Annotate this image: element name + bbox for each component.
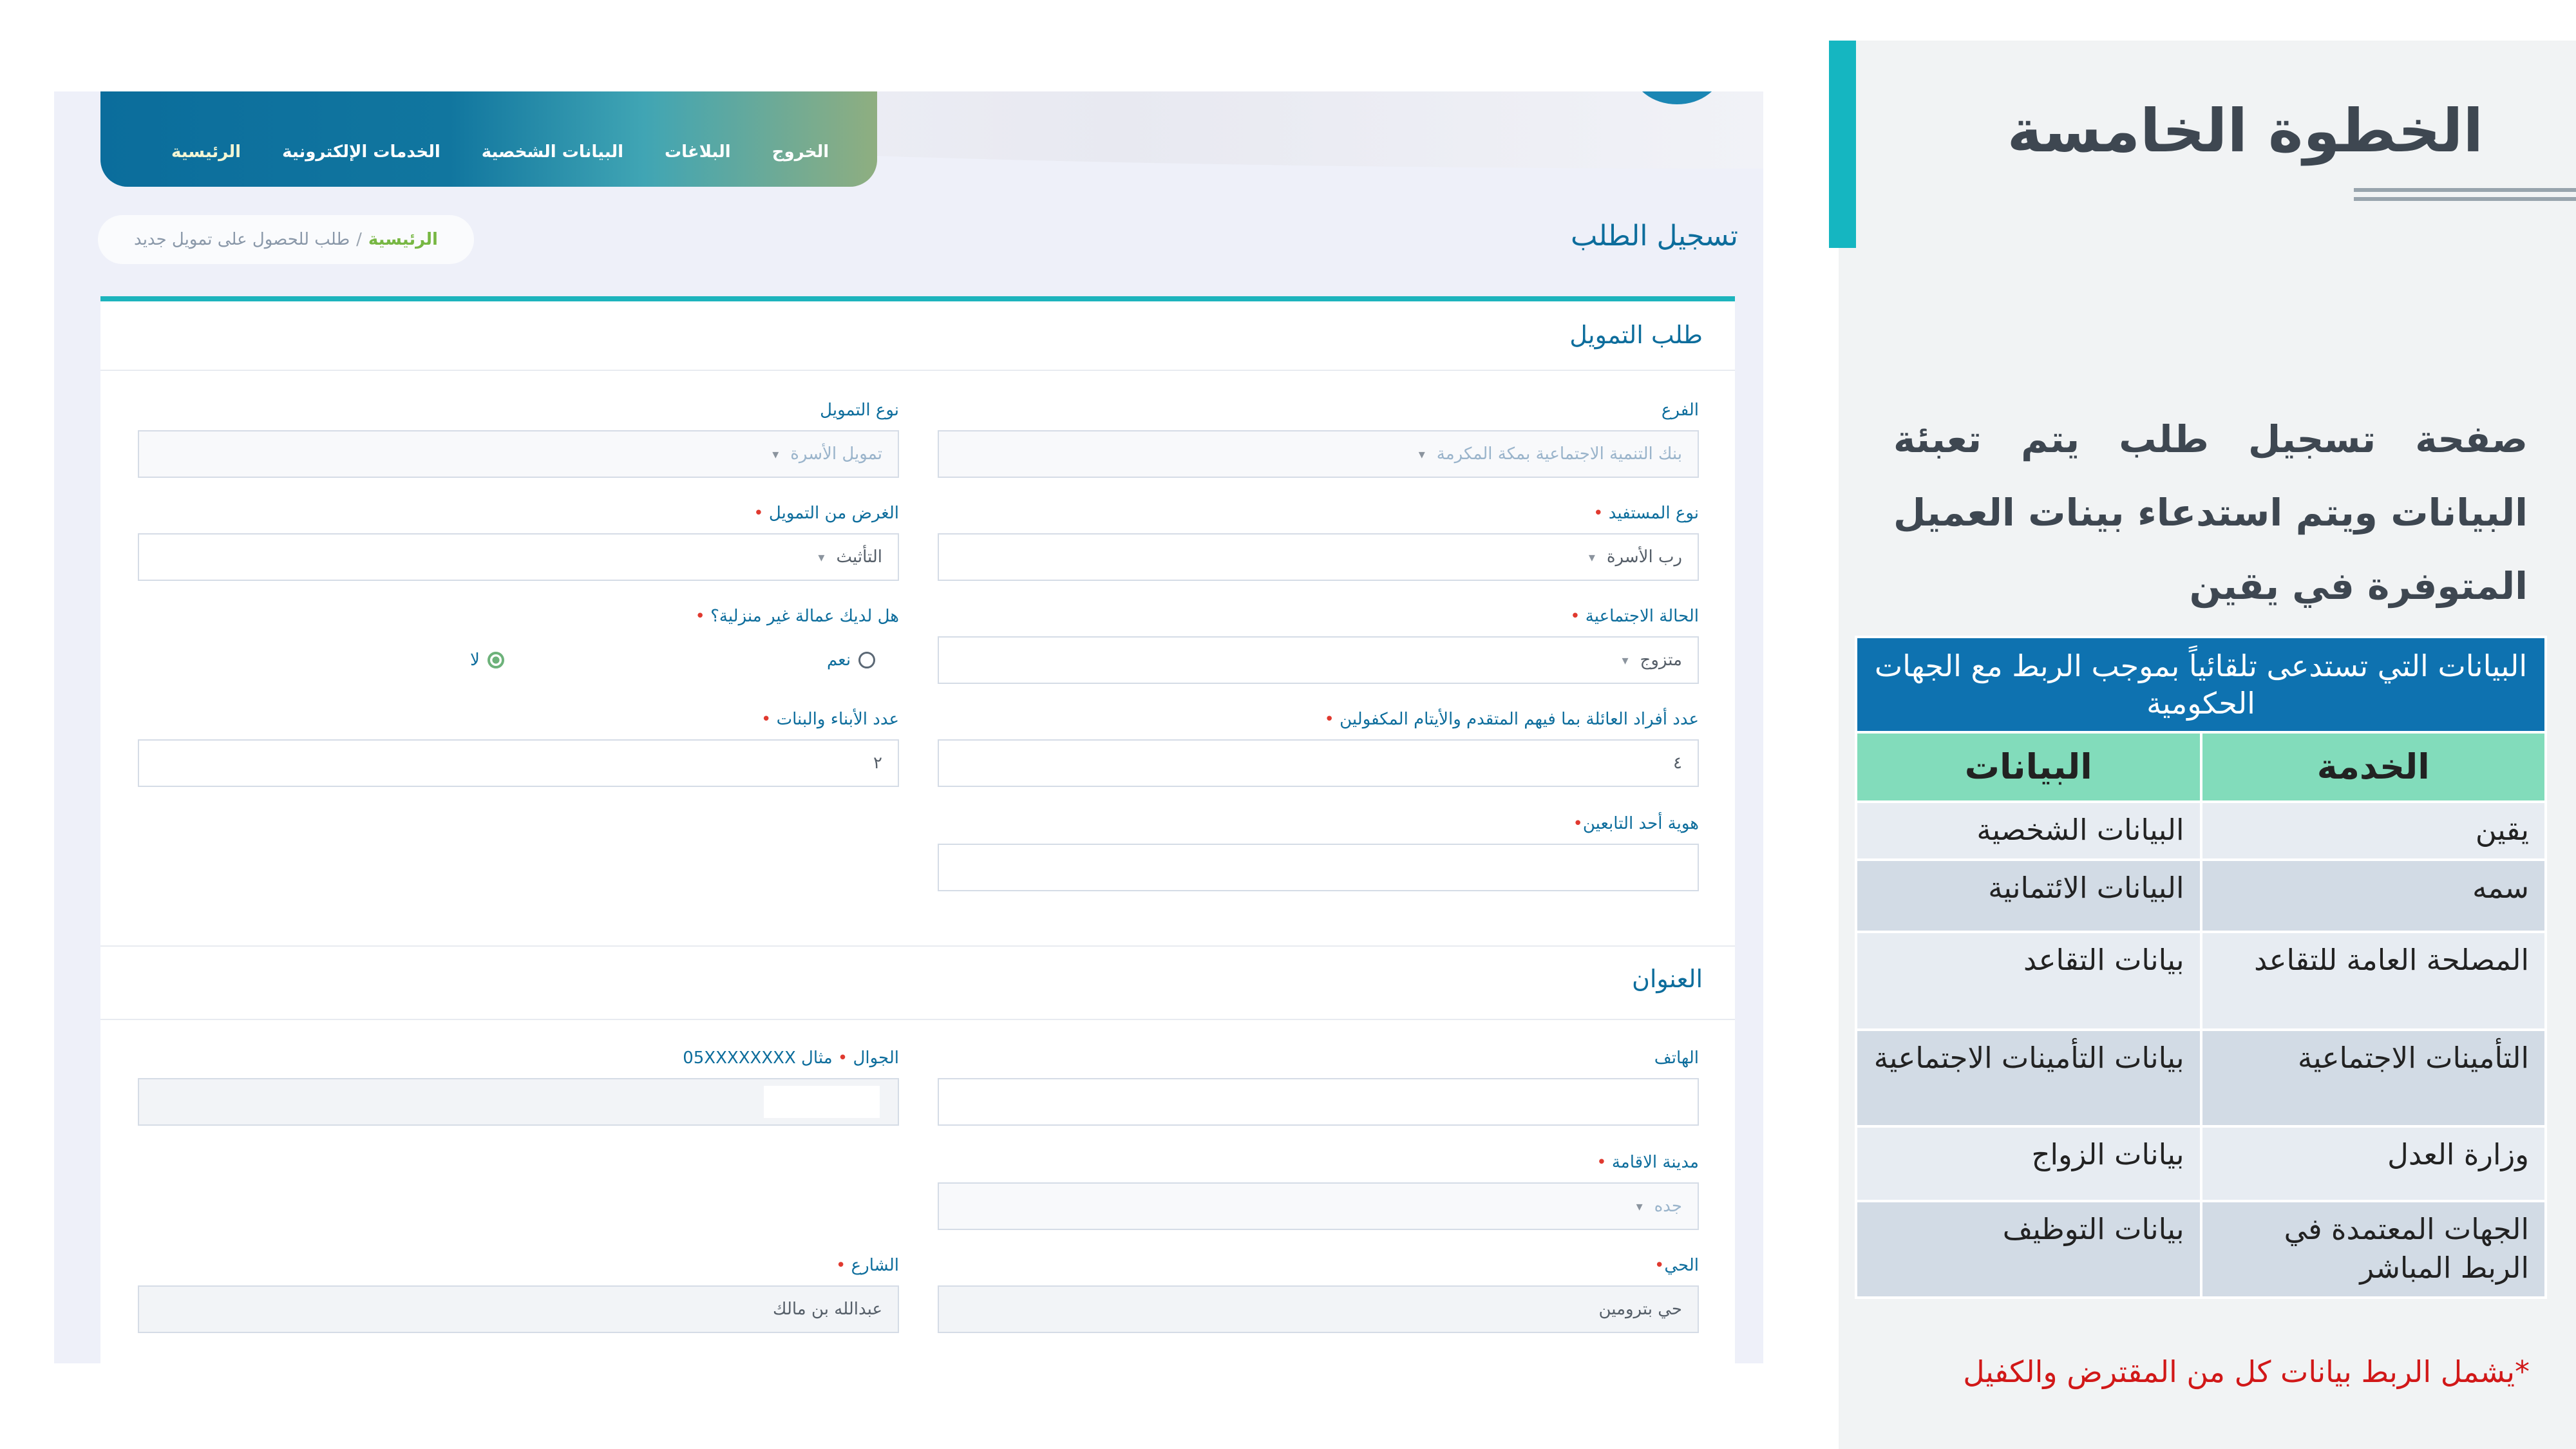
divider	[100, 1019, 1735, 1020]
radio-no-circle[interactable]	[488, 652, 504, 668]
panel-accent-bar	[1829, 41, 1856, 248]
breadcrumb-current: طلب للحصول على تمويل جديد	[134, 230, 350, 249]
table-cell-service: التأمينات الاجتماعية	[2201, 1030, 2546, 1126]
radio-no-label: لا	[470, 650, 480, 670]
radio-yes-circle[interactable]	[858, 652, 875, 668]
table-cell-data: البيانات الشخصية	[1856, 802, 2201, 860]
radio-no[interactable]	[470, 650, 504, 670]
table-cell-data: البيانات الائتمانية	[1856, 860, 2201, 932]
nav-e-services[interactable]: الخدمات الإلكترونية	[282, 142, 440, 162]
label-children: عدد الأبناء والبنات •	[761, 710, 899, 729]
family-members-value: ٤	[1673, 753, 1682, 773]
table-row	[1856, 1030, 2546, 1126]
step-description: صفحة تسجيل طلب يتم تعبئة البيانات ويتم استدعاء بينات العميل المتوفرة في يقين	[1893, 417, 2528, 608]
finance-type-select	[138, 430, 899, 478]
nav-personal-data[interactable]: البيانات الشخصية	[481, 142, 624, 162]
label-domestic-worker: هل لديك عمالة غير منزلية؟ •	[695, 607, 899, 626]
street-input[interactable]	[138, 1285, 899, 1333]
label-marital-status: الحالة الاجتماعية •	[1570, 607, 1699, 626]
beneficiary-type-select[interactable]	[938, 533, 1699, 581]
district-value: حي بترومين	[1598, 1300, 1682, 1319]
main-nav	[100, 91, 877, 187]
chevron-down-icon: ▾	[1636, 1198, 1643, 1214]
label-district: الحي•	[1654, 1256, 1699, 1275]
nav-home[interactable]: الرئيسية	[171, 142, 242, 162]
family-members-input[interactable]	[938, 739, 1699, 787]
children-value: ٢	[873, 753, 882, 773]
divider	[100, 370, 1735, 371]
title-underline	[2354, 188, 2576, 206]
dependent-id-input[interactable]	[938, 844, 1699, 891]
table-row	[1856, 1126, 2546, 1201]
label-purpose: الغرض من التمويل •	[753, 504, 899, 523]
table-header-data: البيانات	[1856, 732, 2201, 802]
table-caption: البيانات التي تستدعى تلقائياً بموجب الربط مع الجهات الحكومية	[1856, 637, 2546, 732]
section-title-financing: طلب التمويل	[1569, 321, 1703, 349]
city-select	[938, 1182, 1699, 1230]
nav-logout[interactable]: الخروج	[772, 142, 829, 162]
children-input[interactable]	[138, 739, 899, 787]
table-row	[1856, 1201, 2546, 1298]
chevron-down-icon: ▾	[1418, 446, 1425, 462]
purpose-value: التأثيث	[836, 547, 882, 567]
finance-type-value: تمويل الأسرة	[790, 444, 882, 464]
table-row	[1856, 932, 2546, 1030]
radio-yes[interactable]	[827, 650, 875, 670]
branch-select	[938, 430, 1699, 478]
beneficiary-type-value: رب الأسرة	[1606, 547, 1682, 567]
table-row	[1856, 802, 2546, 860]
divider	[100, 945, 1735, 947]
linked-data-table	[1855, 636, 2547, 1299]
purpose-select[interactable]	[138, 533, 899, 581]
linking-note: *يشمل الربط بيانات كل من المقترض والكفيل	[1963, 1354, 2530, 1389]
table-cell-data: بيانات التقاعد	[1856, 932, 2201, 1030]
label-branch: الفرع	[1661, 401, 1699, 420]
marital-status-select[interactable]	[938, 636, 1699, 684]
table-cell-service: سمه	[2201, 860, 2546, 932]
breadcrumb-home[interactable]: الرئيسية	[368, 230, 438, 249]
label-beneficiary-type: نوع المستفيد •	[1593, 504, 1699, 523]
table-cell-service: المصلحة العامة للتقاعد	[2201, 932, 2546, 1030]
table-cell-service: وزارة العدل	[2201, 1126, 2546, 1201]
label-finance-type: نوع التمويل	[820, 401, 899, 420]
table-cell-data: بيانات التوظيف	[1856, 1201, 2201, 1298]
city-value: جده	[1654, 1197, 1682, 1216]
chevron-down-icon: ▾	[772, 446, 779, 462]
street-value: عبدالله بن مالك	[773, 1300, 882, 1319]
label-phone: الهاتف	[1654, 1048, 1699, 1068]
app-screenshot	[54, 91, 1763, 1363]
nav-reports[interactable]: البلاغات	[665, 142, 731, 162]
table-header-service: الخدمة	[2201, 732, 2546, 802]
marital-status-value: متزوج	[1640, 650, 1682, 670]
branch-value: بنك التنمية الاجتماعية بمكة المكرمة	[1436, 444, 1682, 464]
district-input[interactable]	[938, 1285, 1699, 1333]
radio-yes-label: نعم	[827, 650, 851, 670]
form-card	[100, 296, 1735, 1363]
label-street: الشارع •	[836, 1256, 899, 1275]
label-city: مدينة الاقامة •	[1596, 1153, 1699, 1172]
table-cell-service: يقين	[2201, 802, 2546, 860]
breadcrumb	[98, 215, 474, 264]
chevron-down-icon: ▾	[1622, 652, 1629, 668]
table-row	[1856, 860, 2546, 932]
label-dependent-id: هوية أحد التابعين•	[1573, 814, 1699, 833]
section-title-address: العنوان	[1631, 965, 1703, 993]
step-title: الخطوة الخامسة	[2007, 97, 2483, 166]
chevron-down-icon: ▾	[1588, 549, 1595, 565]
page-title: تسجيل الطلب	[1571, 220, 1738, 252]
label-mobile: الجوال • مثال 05XXXXXXXX	[683, 1048, 899, 1068]
mobile-masked-area	[764, 1086, 880, 1118]
table-cell-data: بيانات الزواج	[1856, 1126, 2201, 1201]
phone-input[interactable]	[938, 1078, 1699, 1126]
label-family-members: عدد أفراد العائلة بما فيهم المتقدم والأيتام المكفولين •	[1324, 710, 1699, 729]
chevron-down-icon: ▾	[818, 549, 825, 565]
table-cell-data: بيانات التأمينات الاجتماعية	[1856, 1030, 2201, 1126]
table-cell-service: الجهات المعتمدة في الربط المباشر	[2201, 1201, 2546, 1298]
breadcrumb-separator: /	[356, 230, 362, 249]
